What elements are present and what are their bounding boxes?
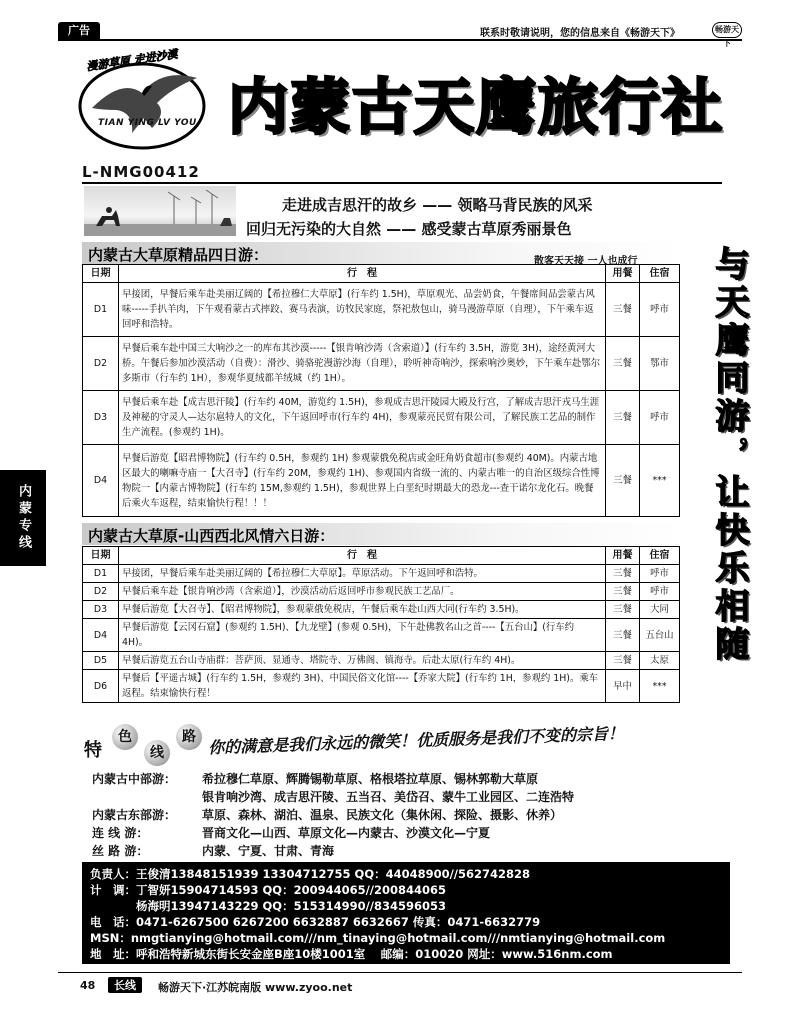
- itinerary-cell: 早餐后乘车赴【银肯响沙湾（含索道）】，沙漠活动后返回呼市参观民族工艺品厂。: [119, 583, 606, 601]
- table-row: [83, 583, 680, 601]
- meal-cell: 三餐: [606, 601, 640, 619]
- col-meal: 用餐: [606, 547, 640, 565]
- route-text: 希拉穆仁草原、辉腾锡勒草原、格根塔拉草原、锡林郭勒大草原: [202, 772, 539, 786]
- stay-cell: ***: [640, 445, 680, 517]
- route-line: [92, 806, 562, 824]
- tour1-itinerary-table: [82, 264, 680, 517]
- header-notice: 联系时敬请说明，您的信息来自《畅游天下》: [480, 28, 680, 39]
- col-stay: 住宿: [640, 547, 680, 565]
- ad-tag: 广告: [58, 22, 100, 40]
- itinerary-cell: 早餐后乘车赴中国三大响沙之一的库布其沙漠-----【银肯响沙湾（含索道）】(行车约 3.5H，游览 3H)，途经黄河大桥。午餐后参加沙漠活动（自费）：滑沙、骑骆驼漫游沙海（自理），聆听神奇响沙，探索响沙奥妙，下午乘车赴鄂尔多斯市（行车约 1H），参观华夏绒都羊绒城（约 1H）。: [119, 337, 606, 391]
- contact-line: 负责人：王俊清13848151939 13304712755 QQ：44048900//562742828: [90, 867, 531, 881]
- stay-cell: 呼市: [640, 583, 680, 601]
- meal-cell: 三餐: [606, 391, 640, 445]
- itinerary-cell: 早餐后游览【大召寺】、【昭君博物院】，参观蒙俄免税店，午餐后乘车赴山西大同(行车约 3.5H)。: [119, 601, 606, 619]
- route-line: [92, 842, 334, 860]
- slogan-line-1: 走进成吉思汗的故乡 —— 领略马背民族的风采: [282, 196, 593, 214]
- contact-line: MSN：nmgtianying@hotmail.com///nm_tinaying@hotmail.com///nmtianying@hotmail.com: [90, 931, 666, 945]
- route-line: [92, 788, 574, 806]
- table-row: [83, 670, 680, 703]
- page-number: 48: [80, 979, 96, 992]
- contact-line: 杨海明13947143229 QQ：515314990//834596053: [90, 899, 447, 913]
- route-line: [92, 824, 490, 842]
- tour2-itinerary-table: [82, 546, 680, 703]
- license-number: L-NMG00412: [82, 163, 200, 181]
- title-divider: [82, 182, 722, 184]
- stay-cell: 呼市: [640, 283, 680, 337]
- agency-title: 内蒙古天鹰旅行社: [228, 73, 724, 143]
- footer-divider: [58, 972, 742, 973]
- day-cell: D6: [83, 670, 119, 703]
- route-label: 内蒙古东部游：: [92, 808, 177, 822]
- route-label: 连 线 游：: [92, 826, 149, 840]
- itinerary-cell: 早餐后游览【昭君博物院】(行车约 0.5H，参观约 1H) 参观蒙俄免税店或金旺角奶食超市(参观约 40M)。内蒙古地区最大的喇嘛寺庙一【大召寺】(行车约 20M，参观约 1H)、参观国内省级一流的、内蒙古唯一的自治区级综合性博物院一【内蒙古博物院】(行车约 15M,参观约 1.5H)，参观世界上白垩纪时期最大的恐龙---查干诺尔龙化石。晚餐后乘火车返程，结束愉快行程！！！: [119, 445, 606, 517]
- itinerary-cell: 早接团，早餐后乘车赴美丽辽阔的【希拉穆仁大草原】。草原活动。下午返回呼和浩特。: [119, 565, 606, 583]
- table-row: [83, 601, 680, 619]
- table-row: [83, 337, 680, 391]
- day-cell: D4: [83, 619, 119, 652]
- meal-cell: 三餐: [606, 652, 640, 670]
- table-row: [83, 391, 680, 445]
- contact-line: 电 话：0471-6267500 6267200 6632887 6632667 传真：0471-6632779: [90, 915, 541, 929]
- stay-cell: 呼市: [640, 565, 680, 583]
- route-label: 内蒙古中部游：: [92, 772, 177, 786]
- table-row: [83, 619, 680, 652]
- day-cell: D3: [83, 391, 119, 445]
- col-day: 日期: [83, 265, 119, 283]
- logo-name: TIAN YING LV YOU: [98, 118, 197, 128]
- banner-char: 特: [84, 740, 102, 761]
- contact-line: 计 调：丁智妍15904714593 QQ：200944065//200844065: [90, 883, 447, 897]
- day-cell: D2: [83, 337, 119, 391]
- stay-cell: 五台山: [640, 619, 680, 652]
- category-side-tab: 内蒙专线: [0, 470, 46, 566]
- tour2-title: 内蒙古大草原-山西西北风情六日游：: [88, 527, 335, 545]
- day-cell: D3: [83, 601, 119, 619]
- route-text: 内蒙、宁夏、甘肃、青海: [202, 844, 335, 858]
- banner-char-ball: 色: [112, 724, 138, 750]
- meal-cell: 三餐: [606, 583, 640, 601]
- itinerary-cell: 早接团，早餐后乘车赴美丽辽阔的【希拉穆仁大草原】(行车约 1.5H)，草原观光、品尝奶食，午餐席间品尝蒙古风味-----手扒羊肉，下午观看蒙古式摔跤、赛马表演，访牧民家庭，祭祀敖包山，骑马漫游草原（自理），下午乘车返回呼和浩特。: [119, 283, 606, 337]
- banner-text: 你的满意是我们永远的微笑！优质服务是我们不变的宗旨！: [207, 723, 625, 758]
- meal-cell: 三餐: [606, 283, 640, 337]
- stay-cell: ***: [640, 670, 680, 703]
- slogan-line-2: 回归无污染的大自然 —— 感受蒙古草原秀丽景色: [246, 220, 572, 238]
- itinerary-cell: 早餐后乘车赴【成吉思汗陵】(行车约 40M，游览约 1.5H)，参观成吉思汗陵园大殿及行宫，了解成吉思汗戎马生涯及神秘的守灵人—达尔扈特人的文化，下午返回呼市(行车约 4H)，参观蒙亮民贸有限公司，了解民族工艺品的制作生产流程。(参观约 1H)。: [119, 391, 606, 445]
- table-header-row: [83, 265, 680, 283]
- stay-cell: 大同: [640, 601, 680, 619]
- contact-line: 地 址：呼和浩特新城东街长安金座B座10楼1001室 邮编：010020 网址：www.516nm.com: [90, 947, 613, 961]
- itinerary-cell: 早餐后游览五台山寺庙群：菩萨顶、显通寺、塔院寺、万佛阁、镇海寺。后赴太原(行车约 4H)。: [119, 652, 606, 670]
- contact-box: [82, 862, 730, 964]
- table-row: [83, 445, 680, 517]
- footer-text: 畅游天下·江苏皖南版 www.zyoo.net: [158, 981, 353, 994]
- vertical-slogan: 与天鹰同游，让快乐相随: [709, 246, 749, 664]
- route-line: [92, 770, 538, 788]
- brand-logo-icon: 畅游天下: [712, 22, 742, 38]
- table-row: [83, 652, 680, 670]
- tour1-note: 散客天天接 一人也成行: [534, 256, 638, 267]
- route-text: 草原、森林、湖泊、温泉、民族文化（集休闲、探险、摄影、休养）: [202, 808, 563, 822]
- day-cell: D1: [83, 565, 119, 583]
- col-day: 日期: [83, 547, 119, 565]
- table-row: [83, 283, 680, 337]
- grassland-photo: [84, 186, 236, 236]
- table-row: [83, 565, 680, 583]
- col-stay: 住宿: [640, 265, 680, 283]
- meal-cell: 三餐: [606, 445, 640, 517]
- table-header-row: [83, 547, 680, 565]
- tour1-title: 内蒙古大草原精品四日游：: [88, 246, 269, 264]
- banner-char-ball: 路: [176, 724, 202, 750]
- day-cell: D2: [83, 583, 119, 601]
- logo-slogan: 漫游草原 走进沙漠: [85, 47, 179, 74]
- footer-tag: 长线: [108, 977, 142, 993]
- itinerary-cell: 早餐后【平遥古城】(行车约 1.5H，参观约 3H)、中国民俗文化馆----【乔家大院】(行车约 1H，参观约 1H)。乘车返程。结束愉快行程！: [119, 670, 606, 703]
- stay-cell: 鄂市: [640, 337, 680, 391]
- meal-cell: 三餐: [606, 565, 640, 583]
- route-label: 丝 路 游：: [92, 844, 149, 858]
- meal-cell: 早中: [606, 670, 640, 703]
- route-text: 银肯响沙湾、成吉思汗陵、五当召、美岱召、蒙牛工业园区、二连浩特: [202, 790, 575, 804]
- day-cell: D1: [83, 283, 119, 337]
- stay-cell: 太原: [640, 652, 680, 670]
- col-meal: 用餐: [606, 265, 640, 283]
- header-divider: [58, 39, 742, 41]
- col-itinerary: 行 程: [119, 547, 606, 565]
- stay-cell: 呼市: [640, 391, 680, 445]
- day-cell: D5: [83, 652, 119, 670]
- meal-cell: 三餐: [606, 619, 640, 652]
- banner-char-ball: 线: [144, 740, 170, 766]
- itinerary-cell: 早餐后游览【云冈石窟】(参观约 1.5H)、【九龙壁】(参观 0.5H)，下午赴佛教名山之首----【五台山】(行车约 4H)。: [119, 619, 606, 652]
- day-cell: D4: [83, 445, 119, 517]
- route-text: 晋商文化—山西、草原文化—内蒙古、沙漠文化—宁夏: [202, 826, 491, 840]
- meal-cell: 三餐: [606, 337, 640, 391]
- col-itinerary: 行 程: [119, 265, 606, 283]
